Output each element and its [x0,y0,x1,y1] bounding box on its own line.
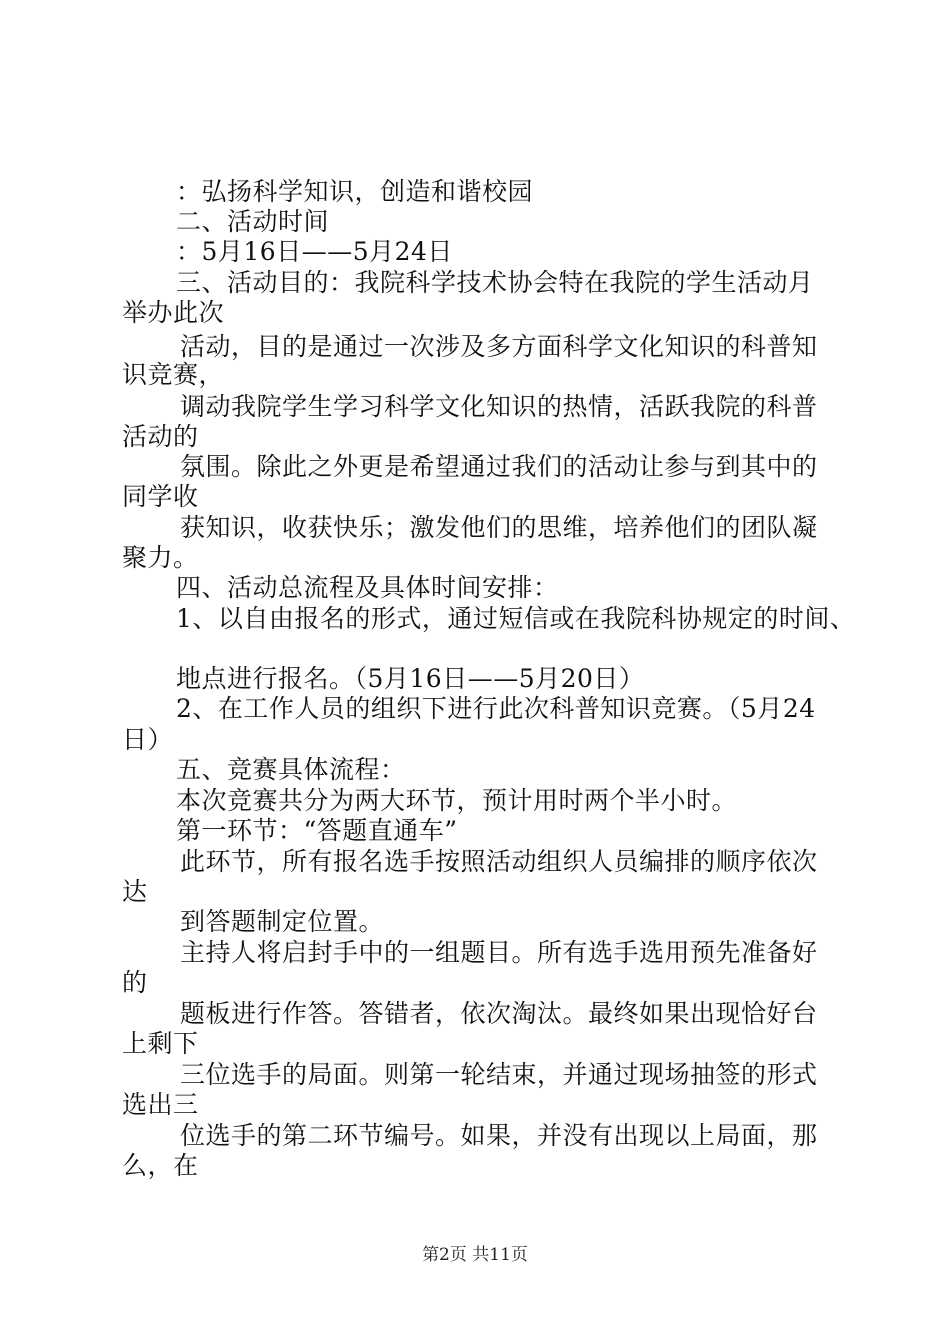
text-line: 同学收 [122,482,199,511]
text-line: 第一环节：“答题直通车” [176,816,458,845]
text-line: 么，在 [122,1151,199,1180]
text-line: 活动，目的是通过一次涉及多方面科学文化知识的科普知 [180,332,818,361]
text-line: 氛围。除此之外更是希望通过我们的活动让参与到其中的 [180,452,818,481]
text-line: 获知识，收获快乐；激发他们的思维，培养他们的团队凝 [180,513,818,542]
text-line: 三位选手的局面。则第一轮结束，并通过现场抽签的形式 [180,1060,818,1089]
text-line: 位选手的第二环节编号。如果，并没有出现以上局面，那 [180,1121,818,1150]
text-line: 上剩下 [122,1029,199,1058]
text-line: ：5月16日——5月24日 [176,237,453,266]
text-line: 达 [122,877,148,906]
text-line: 举办此次 [122,298,225,327]
text-line: 五、竞赛具体流程： [176,755,406,784]
text-line: 此环节，所有报名选手按照活动组织人员编排的顺序依次 [180,847,818,876]
text-line: 四、活动总流程及具体时间安排： [176,573,559,602]
text-line: 本次竞赛共分为两大环节，预计用时两个半小时。 [176,786,738,815]
text-line: 三、活动目的：我院科学技术协会特在我院的学生活动月 [176,268,814,297]
text-line: 题板进行作答。答错者，依次淘汰。最终如果出现恰好台 [180,999,818,1028]
text-line: 活动的 [122,422,199,451]
text-line: 地点进行报名。（5月16日——5月20日） [176,664,645,693]
text-line: 主持人将启封手中的一组题目。所有选手选用预先准备好 [180,938,818,967]
text-line: 二、活动时间 [176,207,330,236]
text-line: ：弘扬科学知识，创造和谐校园 [176,177,534,206]
text-line: 调动我院学生学习科学文化知识的热情，活跃我院的科普 [180,392,818,421]
text-line: 识竞赛， [122,360,225,389]
text-line: 选出三 [122,1090,199,1119]
page-number-footer: 第2页 共11页 [422,1245,528,1265]
text-line: 1、以自由报名的形式，通过短信或在我院科协规定的时间、 [176,604,856,633]
text-line: 到答题制定位置。 [180,907,385,936]
text-line: 日） [122,725,174,754]
text-line: 的 [122,968,148,997]
text-line: 聚力。 [122,543,199,572]
text-line: 2、在工作人员的组织下进行此次科普知识竞赛。（5月24 [176,694,816,723]
